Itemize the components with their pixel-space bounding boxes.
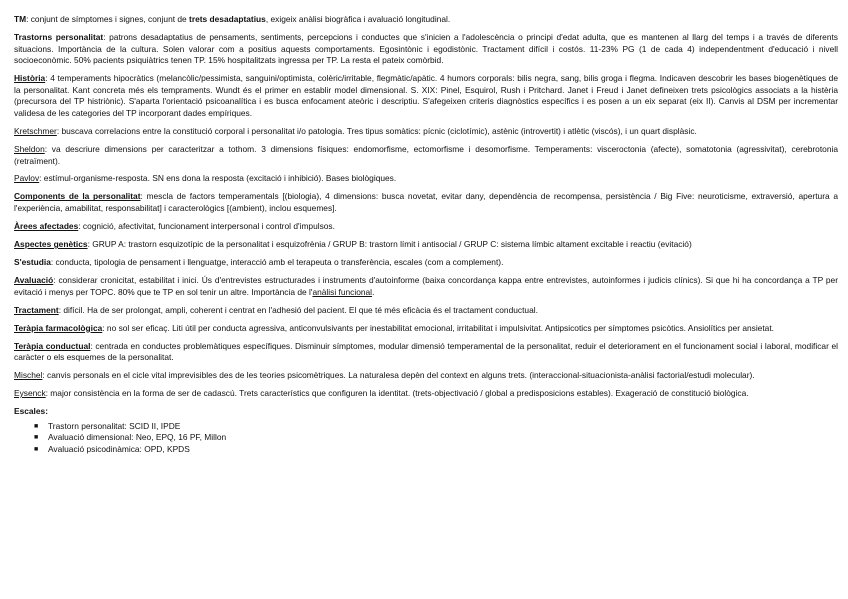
components-text: : mescla de factors temperamentals [(biologia), 4 dimensions: busca novetat, evitar dany, dependència de recompensa, persistència / Big Five: neuroticisme, extraversió, apertura a l'experiència, amabilitat, responsabilitat] i caracterològics [(ambient), inclou esquemes]. [14, 191, 839, 214]
term-trastorns: Trastorns personalitat [14, 31, 104, 42]
paragraph-arees [14, 221, 838, 233]
escales-list [14, 421, 838, 456]
list-item [34, 432, 838, 444]
list-item [34, 420, 838, 433]
tractament-text: : difícil. Ha de ser prolongat, ampli, coherent i centrat en l'adhesió del pacient. El que té més eficàcia és el tractament conductual. [58, 304, 538, 315]
term-escales: Escales [14, 406, 46, 417]
avaluacio-text: : considerar cronicitat, estabilitat i inici. Ús d'entrevistes estructurades i instruments d'autoinforme (baixa concordança kappa entre entrevistes, autoinformes i judicis clínics). Si que hi ha concordança a TP per evitació i menys per TOPC. 80% que te TP en sol tenir un altre. Importància de l' [14, 275, 838, 297]
aspectes-text: : GRUP A: trastorn esquizotípic de la personalitat i esquizofrènia / GRUP B: trastorn límit i antisocial / GRUP C: sistema límbic altament excitable i reactiu (evitació) [87, 239, 692, 250]
paragraph-historia [14, 73, 838, 119]
paragraph-escales [14, 406, 838, 418]
term-sestudia: S'estudia [14, 257, 51, 268]
term-conductual: Teràpia conductual [14, 340, 91, 351]
sestudia-text: : conducta, tipologia de pensament i llenguatge, interacció amb el terapeuta o transferència, escales (com a complement). [50, 257, 504, 268]
paragraph-mischel [14, 370, 838, 382]
paragraph-tm [14, 14, 838, 26]
term-tm: TM [14, 14, 27, 24]
term-mischel: Mischel [14, 370, 43, 381]
farmaco-text: : no sol ser eficaç. Liti útil per conducta agressiva, anticonvulsivants per inestabilitat emocional, irritabilitat i impulsivitat. Antipsicotics per símptomes psicòtics. Ansiolítics per ansietat. [102, 322, 774, 333]
term-eysenck: Eysenck [14, 388, 46, 399]
bullet-icon: ■ [34, 422, 39, 430]
paragraph-components [14, 191, 838, 214]
paragraph-tractament [14, 305, 838, 317]
term-avaluacio: Avaluació [14, 275, 54, 285]
term-pavlov: Pavlov [14, 173, 40, 184]
term-aspectes: Aspectes genètics [14, 239, 88, 250]
term-tractament: Tractament [14, 304, 59, 315]
arees-text: : cognició, afectivitat, funcionament interpersonal i control d'impulsos. [78, 221, 335, 232]
analisi-funcional-term: anàlisi funcional [312, 286, 373, 297]
kretschmer-text: : buscava correlacions entre la constitució corporal i personalitat i/o patologia. Tres tipus somàtics: pícnic (ciclotímic), astènic (introvertit) i atlètic (viscós), i un quart displàsic. [56, 125, 697, 136]
paragraph-kretschmer [14, 126, 838, 138]
paragraph-pavlov [14, 173, 838, 185]
paragraph-eysenck [14, 388, 838, 400]
tm-text-a: : conjunt de símptomes i signes, conjunt de [26, 14, 190, 24]
mischel-text: : canvis personals en el cicle vital imprevisibles des de les teories psicomètriques. La naturalesa depèn del context en alguns trets. (interaccional-situacionista-anàlisi factorial/estudi molecular). [42, 370, 755, 381]
historia-text: : 4 temperaments hipocràtics (melancòlic/pessimista, sanguini/optimista, colèric/irritable, flegmàtic/apàtic. 4 humors corporals: bilis negra, sang, bilis groga i flegma. Indicaven descobrir les bases biogenètiques de la personalitat. Kant concreta més els tempraments. Wundt és el primer en establir model dimensional. S. XIX: Pinel, Esquirol, Rush i Pritchard. Janet i Freud i Janet defineixen trets psicològics associats a la histèria (precursora del TP histriònic). S'aparta l'orientació psicoanalítica i es busca enfocament ateòric i descriptiu. S'afegeixen criteris diagnòstics específics i es posen a un eix separat (eix II). Canvis al DSM per incrementar validesa de les categories del TP incorporant dades empíriques. [14, 73, 838, 118]
paragraph-avaluacio [14, 275, 838, 298]
paragraph-aspectes [14, 239, 838, 251]
conductual-text: : centrada en conductes problemàtiques específiques. Disminuir símptomes, modular dimensió temperamental de la personalitat, reduir el deteriorament en el funcionament social i laboral, modificar el caràcter o els esquemes de la personalitat. [14, 340, 838, 363]
bullet-icon: ■ [34, 445, 39, 453]
sheldon-text: : va descriure dimensions per caracteritzar a tothom. 3 dimensions físiques: endomorfisme, ectomorfisme i desomorfisme. Temperaments: visceroctonia (afecte), somatotonia (agressivitat), cerebrotonia (retraïment). [14, 143, 838, 166]
term-arees: Àrees afectades [14, 221, 79, 232]
term-farmaco: Teràpia farmacològica [14, 322, 103, 333]
term-sheldon: Sheldon [14, 143, 45, 154]
paragraph-sheldon [14, 144, 838, 167]
avaluacio-end: . [372, 286, 375, 297]
list-item-text: Avaluació dimensional: Neo, EPQ, 16 PF, Millon [48, 432, 227, 443]
term-historia: Història [14, 73, 46, 84]
term-components: Components de la personalitat [14, 191, 141, 202]
list-item [34, 443, 838, 456]
escales-colon: : [45, 406, 48, 417]
tm-text-c: , exigeix anàlisi biogràfica i avaluació longitudinal. [265, 14, 451, 24]
tm-bold-term: trets desadaptatius [189, 14, 266, 24]
paragraph-trastorns [14, 32, 838, 67]
pavlov-text: : estímul-organisme-resposta. SN ens dona la resposta (excitació i inhibició). Bases biològiques. [39, 173, 397, 184]
bullet-icon: ■ [34, 434, 39, 442]
list-item-text: Avaluació psicodinàmica: OPD, KPDS [48, 443, 190, 454]
eysenck-text: : major consistència en la forma de ser de cadascú. Trets característics que configuren la identitat. (trets-objectivació / global a predisposicions estables). Exageració de constitució biològica. [45, 388, 749, 399]
paragraph-conductual [14, 341, 838, 364]
list-item-text: Trastorn personalitat: SCID II, IPDE [48, 420, 181, 431]
paragraph-farmaco [14, 323, 838, 335]
paragraph-sestudia [14, 257, 838, 269]
trastorns-text: : patrons desadaptatius de pensaments, sentiments, percepcions i conductes que s'inicien a l'adolescència o principi d'edat adulta, que es mantenen al llarg del temps i a través de diferents situacions. Importància de la cultura. Solen valorar com a positius aquests comportaments. Egosintònic i egodistònic. Tractament difícil i costós. 11-23% PG (1 de cada 4) independentment d'educació i nivell socioeconòmic. 50% pacients psiquiàtrics tenen TP. 15% hospitalitzats ingressa per TP. La resta el pateix comòrbid. [14, 31, 838, 66]
term-kretschmer: Kretschmer [14, 125, 57, 136]
